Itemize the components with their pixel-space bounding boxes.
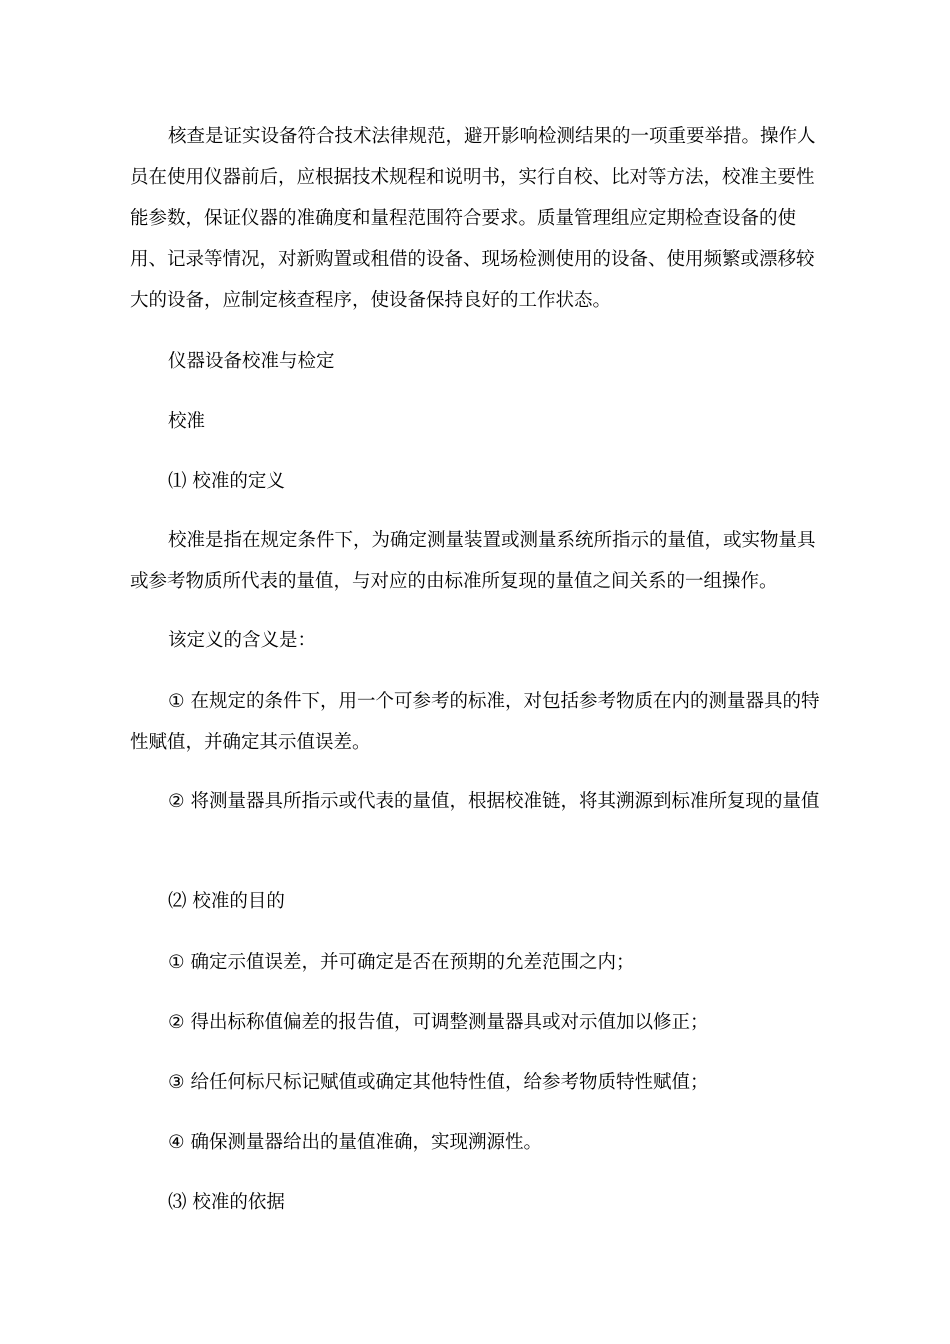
heading-calibration-basis: ⑶ 校准的依据	[168, 1192, 285, 1213]
list-item-meaning-2: ② 将测量器具所指示或代表的量值，根据校准链，将其溯源到标准所复现的量值	[168, 791, 820, 812]
heading-calibration-purpose: ⑵ 校准的目的	[168, 891, 285, 912]
list-item-purpose-1: ① 确定示值误差，并可确定是否在预期的允差范围之内；	[168, 952, 635, 973]
heading-instrument-calibration-verification: 仪器设备校准与检定	[168, 351, 335, 372]
list-item-purpose-2: ② 得出标称值偏差的报告值，可调整测量器具或对示值加以修正；	[168, 1012, 709, 1033]
list-item-purpose-3: ③ 给任何标尺标记赋值或确定其他特性值，给参考物质特性赋值；	[168, 1072, 709, 1093]
list-item-meaning-1: ① 在规定的条件下，用一个可参考的标准，对包括参考物质在内的测量器具的特性赋值，并确定其示值误差。	[130, 691, 820, 753]
paragraph-calibration-definition: 校准是指在规定条件下，为确定测量装置或测量系统所指示的量值，或实物量具或参考物质所代表的量值，与对应的由标准所复现的量值之间关系的一组操作。	[130, 530, 816, 592]
heading-calibration: 校准	[168, 411, 206, 432]
heading-calibration-definition: ⑴ 校准的定义	[168, 471, 285, 492]
paragraph-verification-intro: 核查是证实设备符合技术法律规范，避开影响检测结果的一项重要举措。操作人员在使用仪器前后，应根据技术规程和说明书，实行自校、比对等方法，校准主要性能参数，保证仪器的准确度和量程范围符合要求。质量管理组应定期检查设备的使用、记录等情况，对新购置或租借的设备、现场检测使用的设备、使用频繁或漂移较大的设备，应制定核查程序，使设备保持良好的工作状态。	[130, 126, 816, 311]
list-item-purpose-4: ④ 确保测量器给出的量值准确，实现溯源性。	[168, 1132, 542, 1153]
paragraph-definition-meaning: 该定义的含义是：	[168, 630, 317, 651]
